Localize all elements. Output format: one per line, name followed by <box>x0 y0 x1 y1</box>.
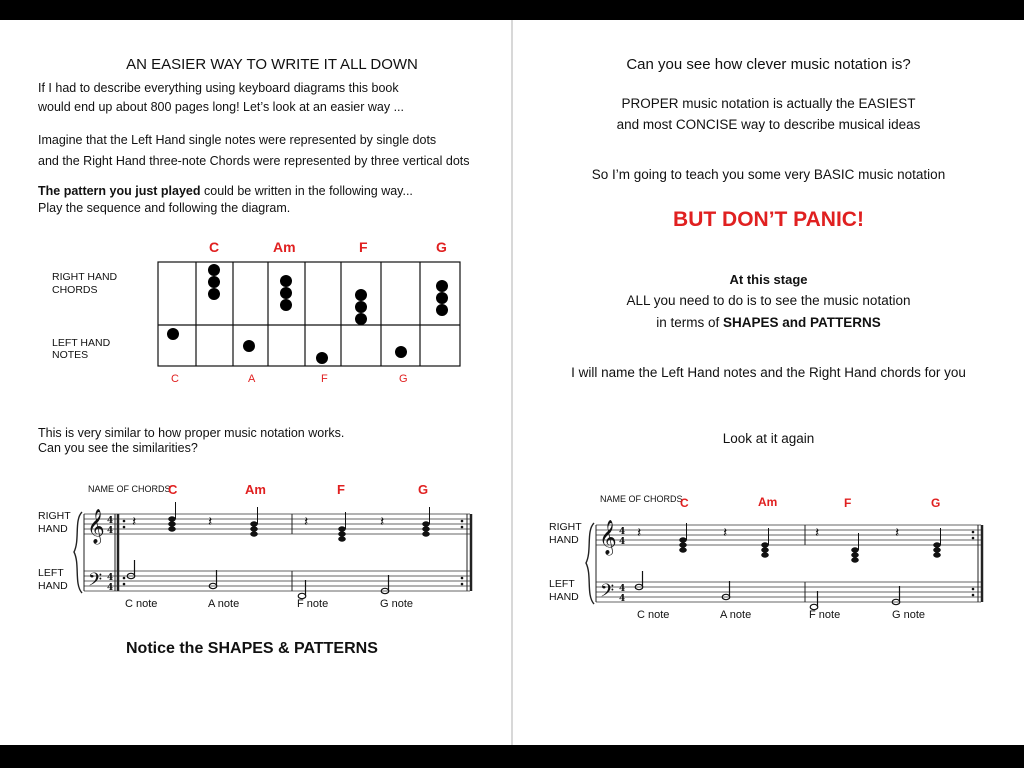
staff-note-c: C note <box>125 598 158 610</box>
grid-chord-f: F <box>359 239 368 255</box>
svg-text:𝄽: 𝄽 <box>132 514 137 530</box>
imagine-line-1: Imagine that the Left Hand single notes were represented by single dots <box>38 133 437 147</box>
staff-chord-f: F <box>337 482 345 497</box>
intro-line-1: If I had to describe everything using keyboard diagrams this book <box>38 81 399 95</box>
right-staff-left-label-2: HAND <box>549 591 579 603</box>
grand-staff-left <box>0 20 511 745</box>
panic-heading: BUT DON’T PANIC! <box>673 208 864 231</box>
svg-text:𝄽: 𝄽 <box>895 525 900 541</box>
right-page-title: Can you see how clever music notation is? <box>626 56 911 73</box>
grid-note-g: G <box>399 373 408 385</box>
svg-text:4: 4 <box>107 583 114 593</box>
right-staff-right-label-1: RIGHT <box>549 521 582 533</box>
terms-prefix: in terms of <box>656 315 723 330</box>
similar-line-2: Can you see the similarities? <box>38 441 198 455</box>
right-staff-chord-c: C <box>680 496 689 510</box>
all-line: ALL you need to do is to see the music notation <box>626 293 911 308</box>
staff-note-f: F note <box>297 598 329 610</box>
right-staff-note-c: C note <box>637 609 670 621</box>
similar-line-1: This is very similar to how proper music notation works. <box>38 426 345 440</box>
name-of-chords-label: NAME OF CHORDS <box>88 484 171 494</box>
grid-chord-g: G <box>436 239 447 255</box>
svg-text:𝄢: 𝄢 <box>88 570 103 595</box>
left-hand-label-1: LEFT HAND <box>52 337 111 349</box>
right-hand-label-1: RIGHT HAND <box>52 271 118 283</box>
svg-text:4: 4 <box>619 537 626 547</box>
staff-note-g: G note <box>380 598 414 610</box>
svg-text:4: 4 <box>619 594 626 604</box>
left-page <box>0 20 511 745</box>
teach-line: So I’m going to teach you some very BASIC music notation <box>591 167 946 182</box>
svg-text:𝄽: 𝄽 <box>380 514 385 530</box>
staff-chord-g: G <box>418 482 429 497</box>
name-line: I will name the Left Hand notes and the Right Hand chords for you <box>571 365 966 380</box>
stage-line: At this stage <box>729 272 808 287</box>
staff-right-label-1: RIGHT <box>38 510 71 522</box>
pattern-rest: could be written in the following way... <box>200 184 413 198</box>
grid-chord-c: C <box>209 239 220 255</box>
intro-line-2: would end up about 800 pages long! Let’s look at an easier way ... <box>38 100 404 114</box>
svg-text:𝄢: 𝄢 <box>600 581 615 606</box>
svg-text:4: 4 <box>107 516 114 526</box>
svg-text:𝄞: 𝄞 <box>599 520 617 555</box>
svg-text:4: 4 <box>107 573 114 583</box>
right-page <box>513 20 1024 745</box>
right-staff-note-f: F note <box>809 609 841 621</box>
staff-left-label-2: HAND <box>38 580 68 592</box>
grid-chord-am: Am <box>273 239 296 255</box>
left-page-title: AN EASIER WAY TO WRITE IT ALL DOWN <box>126 56 418 73</box>
svg-text:𝄽: 𝄽 <box>723 525 728 541</box>
notice-heading: Notice the SHAPES & PATTERNS <box>126 640 378 657</box>
grid-note-f: F <box>321 373 328 385</box>
svg-text:4: 4 <box>619 584 626 594</box>
play-line: Play the sequence and following the diagram. <box>38 201 291 215</box>
grid-note-a: A <box>248 373 256 385</box>
right-hand-label-2: CHORDS <box>52 284 98 296</box>
right-staff-chord-f: F <box>844 496 852 510</box>
svg-text:𝄽: 𝄽 <box>304 514 309 530</box>
right-staff-chord-am: Am <box>758 495 778 509</box>
staff-left-label-1: LEFT <box>38 567 64 579</box>
grand-staff-right <box>513 20 1024 745</box>
right-staff-right-label-2: HAND <box>549 534 579 546</box>
right-staff-note-a: A note <box>720 609 752 621</box>
svg-text:𝄞: 𝄞 <box>87 509 105 544</box>
svg-text:𝄽: 𝄽 <box>815 525 820 541</box>
imagine-line-2: and the Right Hand three-note Chords were represented by three vertical dots <box>38 154 470 168</box>
proper-line-1: PROPER music notation is actually the EASIEST <box>621 96 916 111</box>
svg-text:𝄽: 𝄽 <box>637 525 642 541</box>
look-line: Look at it again <box>722 431 815 446</box>
name-of-chords-label-right: NAME OF CHORDS <box>600 494 683 504</box>
pattern-bold: The pattern you just played <box>38 184 201 198</box>
left-hand-label-2: NOTES <box>52 349 89 361</box>
svg-text:𝄽: 𝄽 <box>208 514 213 530</box>
svg-text:4: 4 <box>107 526 114 536</box>
right-staff-chord-g: G <box>931 496 941 510</box>
staff-note-a: A note <box>208 598 240 610</box>
right-staff-note-g: G note <box>892 609 926 621</box>
staff-chord-c: C <box>168 482 178 497</box>
grid-note-c: C <box>171 373 179 385</box>
staff-right-label-2: HAND <box>38 523 68 535</box>
terms-bold: SHAPES and PATTERNS <box>723 315 881 330</box>
right-staff-left-label-1: LEFT <box>549 578 575 590</box>
svg-text:4: 4 <box>619 527 626 537</box>
staff-chord-am: Am <box>245 482 266 497</box>
proper-line-2: and most CONCISE way to describe musical ideas <box>616 117 921 132</box>
